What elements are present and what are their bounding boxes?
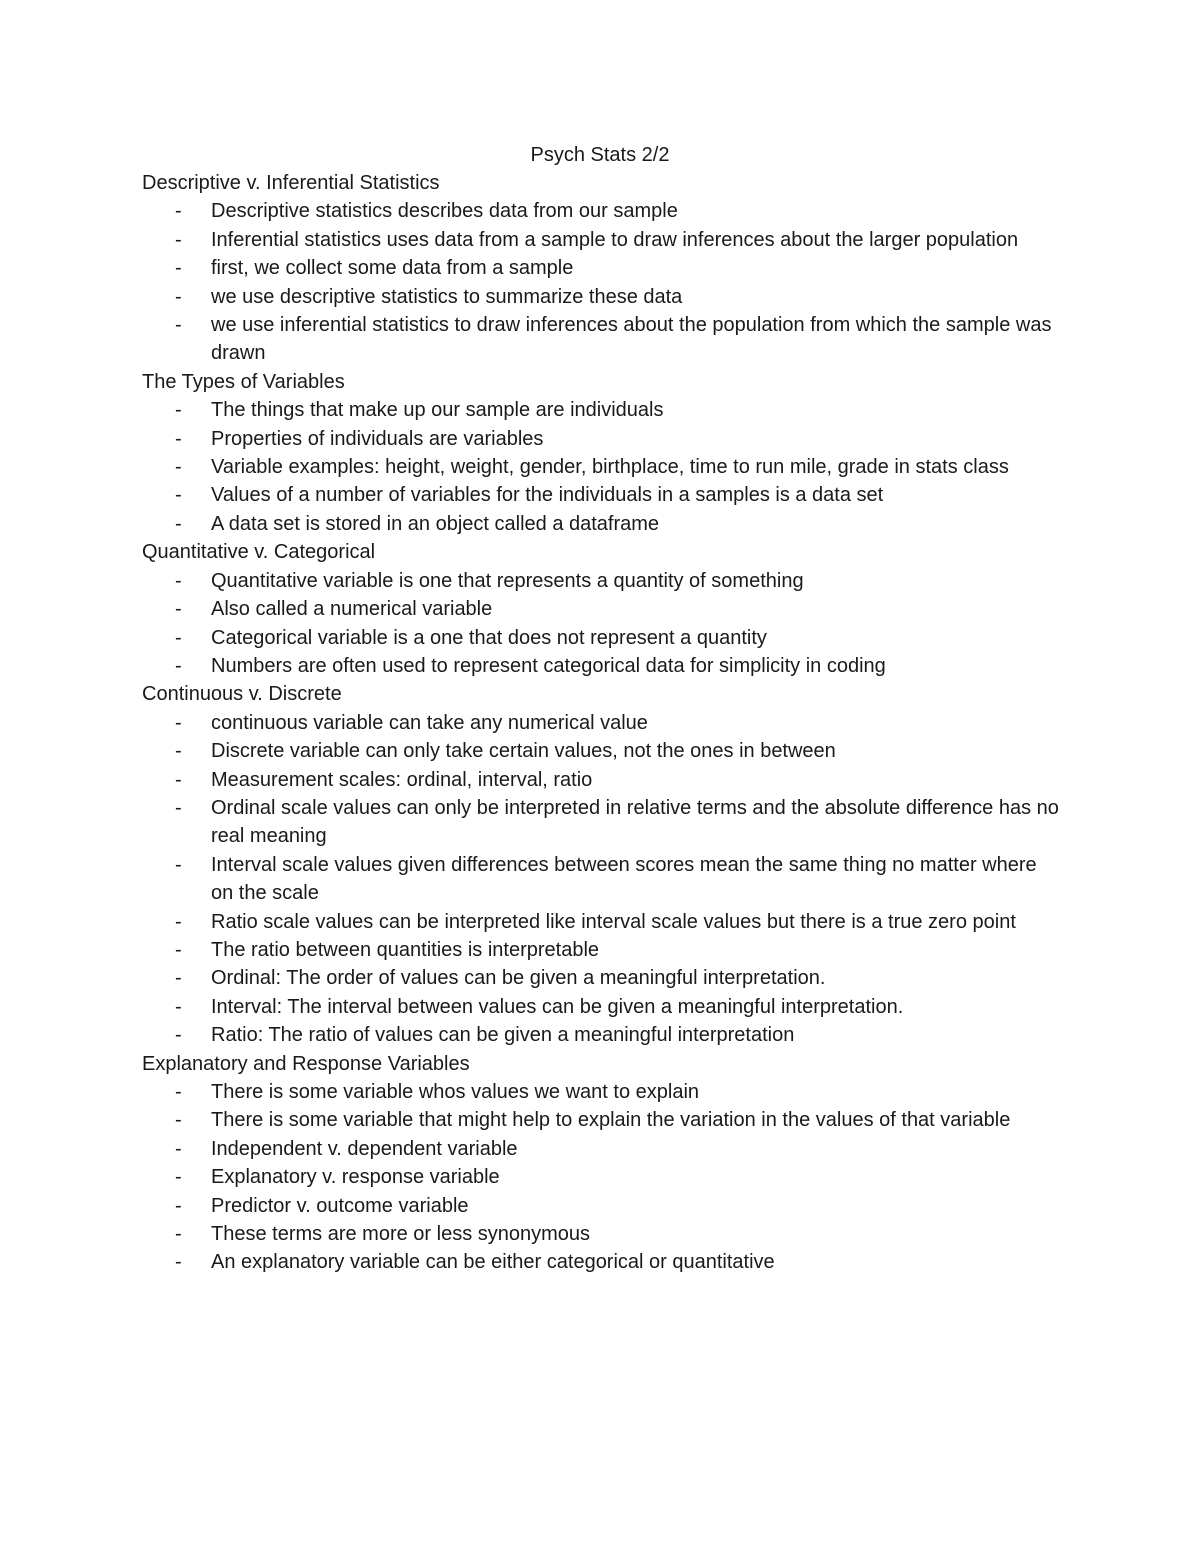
bullet-item (142, 624, 1062, 652)
bullet-text: These terms are more or less synonymous (211, 1223, 591, 1246)
bullet-text: Ratio scale values can be interpreted like interval scale values but there is a true zero point (211, 910, 1016, 933)
bullet-text: The things that make up our sample are individuals (211, 399, 664, 422)
bullet-item (142, 1192, 1062, 1220)
bullet-item (142, 652, 1062, 680)
bullet-dash: - (175, 314, 182, 337)
bullet-text: Explanatory v. response variable (211, 1166, 500, 1189)
bullet-item (142, 1248, 1062, 1276)
bullet-dash: - (175, 228, 182, 251)
bullet-item (142, 1220, 1062, 1248)
bullet-item (142, 908, 1062, 936)
bullet-dash: - (175, 1137, 182, 1160)
bullet-dash: - (175, 995, 182, 1018)
bullet-text: Interval: The interval between values can be given a meaningful interpretation. (211, 995, 904, 1018)
section (142, 680, 1062, 1049)
document-body (142, 169, 1062, 1277)
bullet-dash: - (175, 853, 182, 876)
bullet-item (142, 425, 1062, 453)
bullet-dash: - (175, 399, 182, 422)
bullet-dash: - (175, 285, 182, 308)
bullet-item (142, 851, 1062, 908)
bullet-text: Properties of individuals are variables (211, 427, 544, 450)
bullet-dash: - (175, 1194, 182, 1217)
bullet-item (142, 1106, 1062, 1134)
bullet-item (142, 283, 1062, 311)
bullet-item (142, 1163, 1062, 1191)
section (142, 1050, 1062, 1277)
bullet-text: Ratio: The ratio of values can be given a meaningful interpretation (211, 1024, 795, 1047)
bullet-item (142, 964, 1062, 992)
section-heading: Descriptive v. Inferential Statistics (142, 172, 440, 194)
bullet-dash: - (175, 967, 182, 990)
bullet-item (142, 197, 1062, 225)
bullet-list (142, 1078, 1062, 1277)
bullet-text: Descriptive statistics describes data from our sample (211, 200, 678, 223)
bullet-dash: - (175, 711, 182, 734)
bullet-item (142, 1135, 1062, 1163)
section (142, 368, 1062, 538)
bullet-item (142, 311, 1062, 368)
page-title: Psych Stats 2/2 (530, 144, 670, 166)
bullet-item (142, 396, 1062, 424)
section (142, 538, 1062, 680)
bullet-item (142, 936, 1062, 964)
bullet-item (142, 567, 1062, 595)
bullet-dash: - (175, 796, 182, 819)
bullet-item (142, 1078, 1062, 1106)
bullet-text: we use inferential statistics to draw inferences about the population from which the sample was drawn (211, 314, 1052, 365)
bullet-item (142, 709, 1062, 737)
bullet-text: An explanatory variable can be either categorical or quantitative (211, 1251, 775, 1274)
bullet-dash: - (175, 654, 182, 677)
bullet-text: Ordinal scale values can only be interpreted in relative terms and the absolute difference has no real meaning (211, 796, 1059, 848)
bullet-text: The ratio between quantities is interpretable (211, 938, 600, 961)
bullet-text: continuous variable can take any numerical value (211, 711, 648, 734)
bullet-item (142, 1021, 1062, 1049)
bullet-list (142, 709, 1062, 1050)
bullet-dash: - (175, 768, 182, 791)
bullet-text: first, we collect some data from a sample (211, 257, 574, 280)
bullet-item (142, 766, 1062, 794)
bullet-dash: - (175, 598, 182, 621)
bullet-dash: - (175, 200, 182, 223)
bullet-dash: - (175, 1109, 182, 1132)
bullet-item (142, 993, 1062, 1021)
section-heading: Quantitative v. Categorical (142, 541, 376, 564)
bullet-text: we use descriptive statistics to summarize these data (211, 285, 683, 308)
bullet-text: Interval scale values given differences between scores mean the same thing no matter where on the scale (211, 853, 1037, 905)
bullet-dash: - (175, 626, 182, 649)
bullet-list (142, 567, 1062, 681)
bullet-item (142, 510, 1062, 538)
bullet-text: There is some variable whos values we want to explain (211, 1081, 700, 1103)
bullet-text: Variable examples: height, weight, gender, birthplace, time to run mile, grade in stats class (211, 456, 1009, 479)
bullet-item (142, 794, 1062, 851)
section-heading: Continuous v. Discrete (142, 683, 342, 706)
bullet-text: Independent v. dependent variable (211, 1137, 518, 1160)
bullet-text: Also called a numerical variable (211, 598, 493, 621)
bullet-item (142, 453, 1062, 481)
bullet-text: Ordinal: The order of values can be given a meaningful interpretation. (211, 967, 826, 990)
section-heading: The Types of Variables (142, 370, 345, 393)
bullet-dash: - (175, 512, 182, 535)
bullet-dash: - (175, 1223, 182, 1246)
bullet-text: Categorical variable is a one that does not represent a quantity (211, 626, 767, 649)
bullet-dash: - (175, 569, 182, 592)
bullet-dash: - (175, 1081, 182, 1103)
bullet-dash: - (175, 257, 182, 280)
bullet-text: A data set is stored in an object called a dataframe (211, 512, 660, 535)
bullet-dash: - (175, 427, 182, 450)
bullet-item (142, 254, 1062, 282)
bullet-text: Numbers are often used to represent categorical data for simplicity in coding (211, 654, 886, 677)
bullet-item (142, 595, 1062, 623)
bullet-item (142, 737, 1062, 765)
bullet-list (142, 197, 1062, 367)
section-heading: Explanatory and Response Variables (142, 1052, 470, 1075)
bullet-list (142, 396, 1062, 538)
bullet-dash: - (175, 1024, 182, 1047)
bullet-dash: - (175, 484, 182, 507)
bullet-text: Quantitative variable is one that represents a quantity of something (211, 569, 804, 592)
bullet-dash: - (175, 1166, 182, 1189)
bullet-dash: - (175, 910, 182, 933)
bullet-item (142, 226, 1062, 254)
bullet-text: Discrete variable can only take certain values, not the ones in between (211, 740, 836, 763)
bullet-text: Measurement scales: ordinal, interval, ratio (211, 768, 593, 791)
bullet-dash: - (175, 1251, 182, 1274)
bullet-item (142, 481, 1062, 509)
bullet-dash: - (175, 740, 182, 763)
bullet-text: Values of a number of variables for the individuals in a samples is a data set (211, 484, 884, 507)
bullet-dash: - (175, 456, 182, 479)
bullet-text: There is some variable that might help to explain the variation in the values of that variable (211, 1109, 1011, 1132)
bullet-dash: - (175, 938, 182, 961)
bullet-text: Predictor v. outcome variable (211, 1194, 469, 1217)
bullet-text: Inferential statistics uses data from a sample to draw inferences about the larger population (211, 228, 1019, 251)
section (142, 169, 1062, 368)
